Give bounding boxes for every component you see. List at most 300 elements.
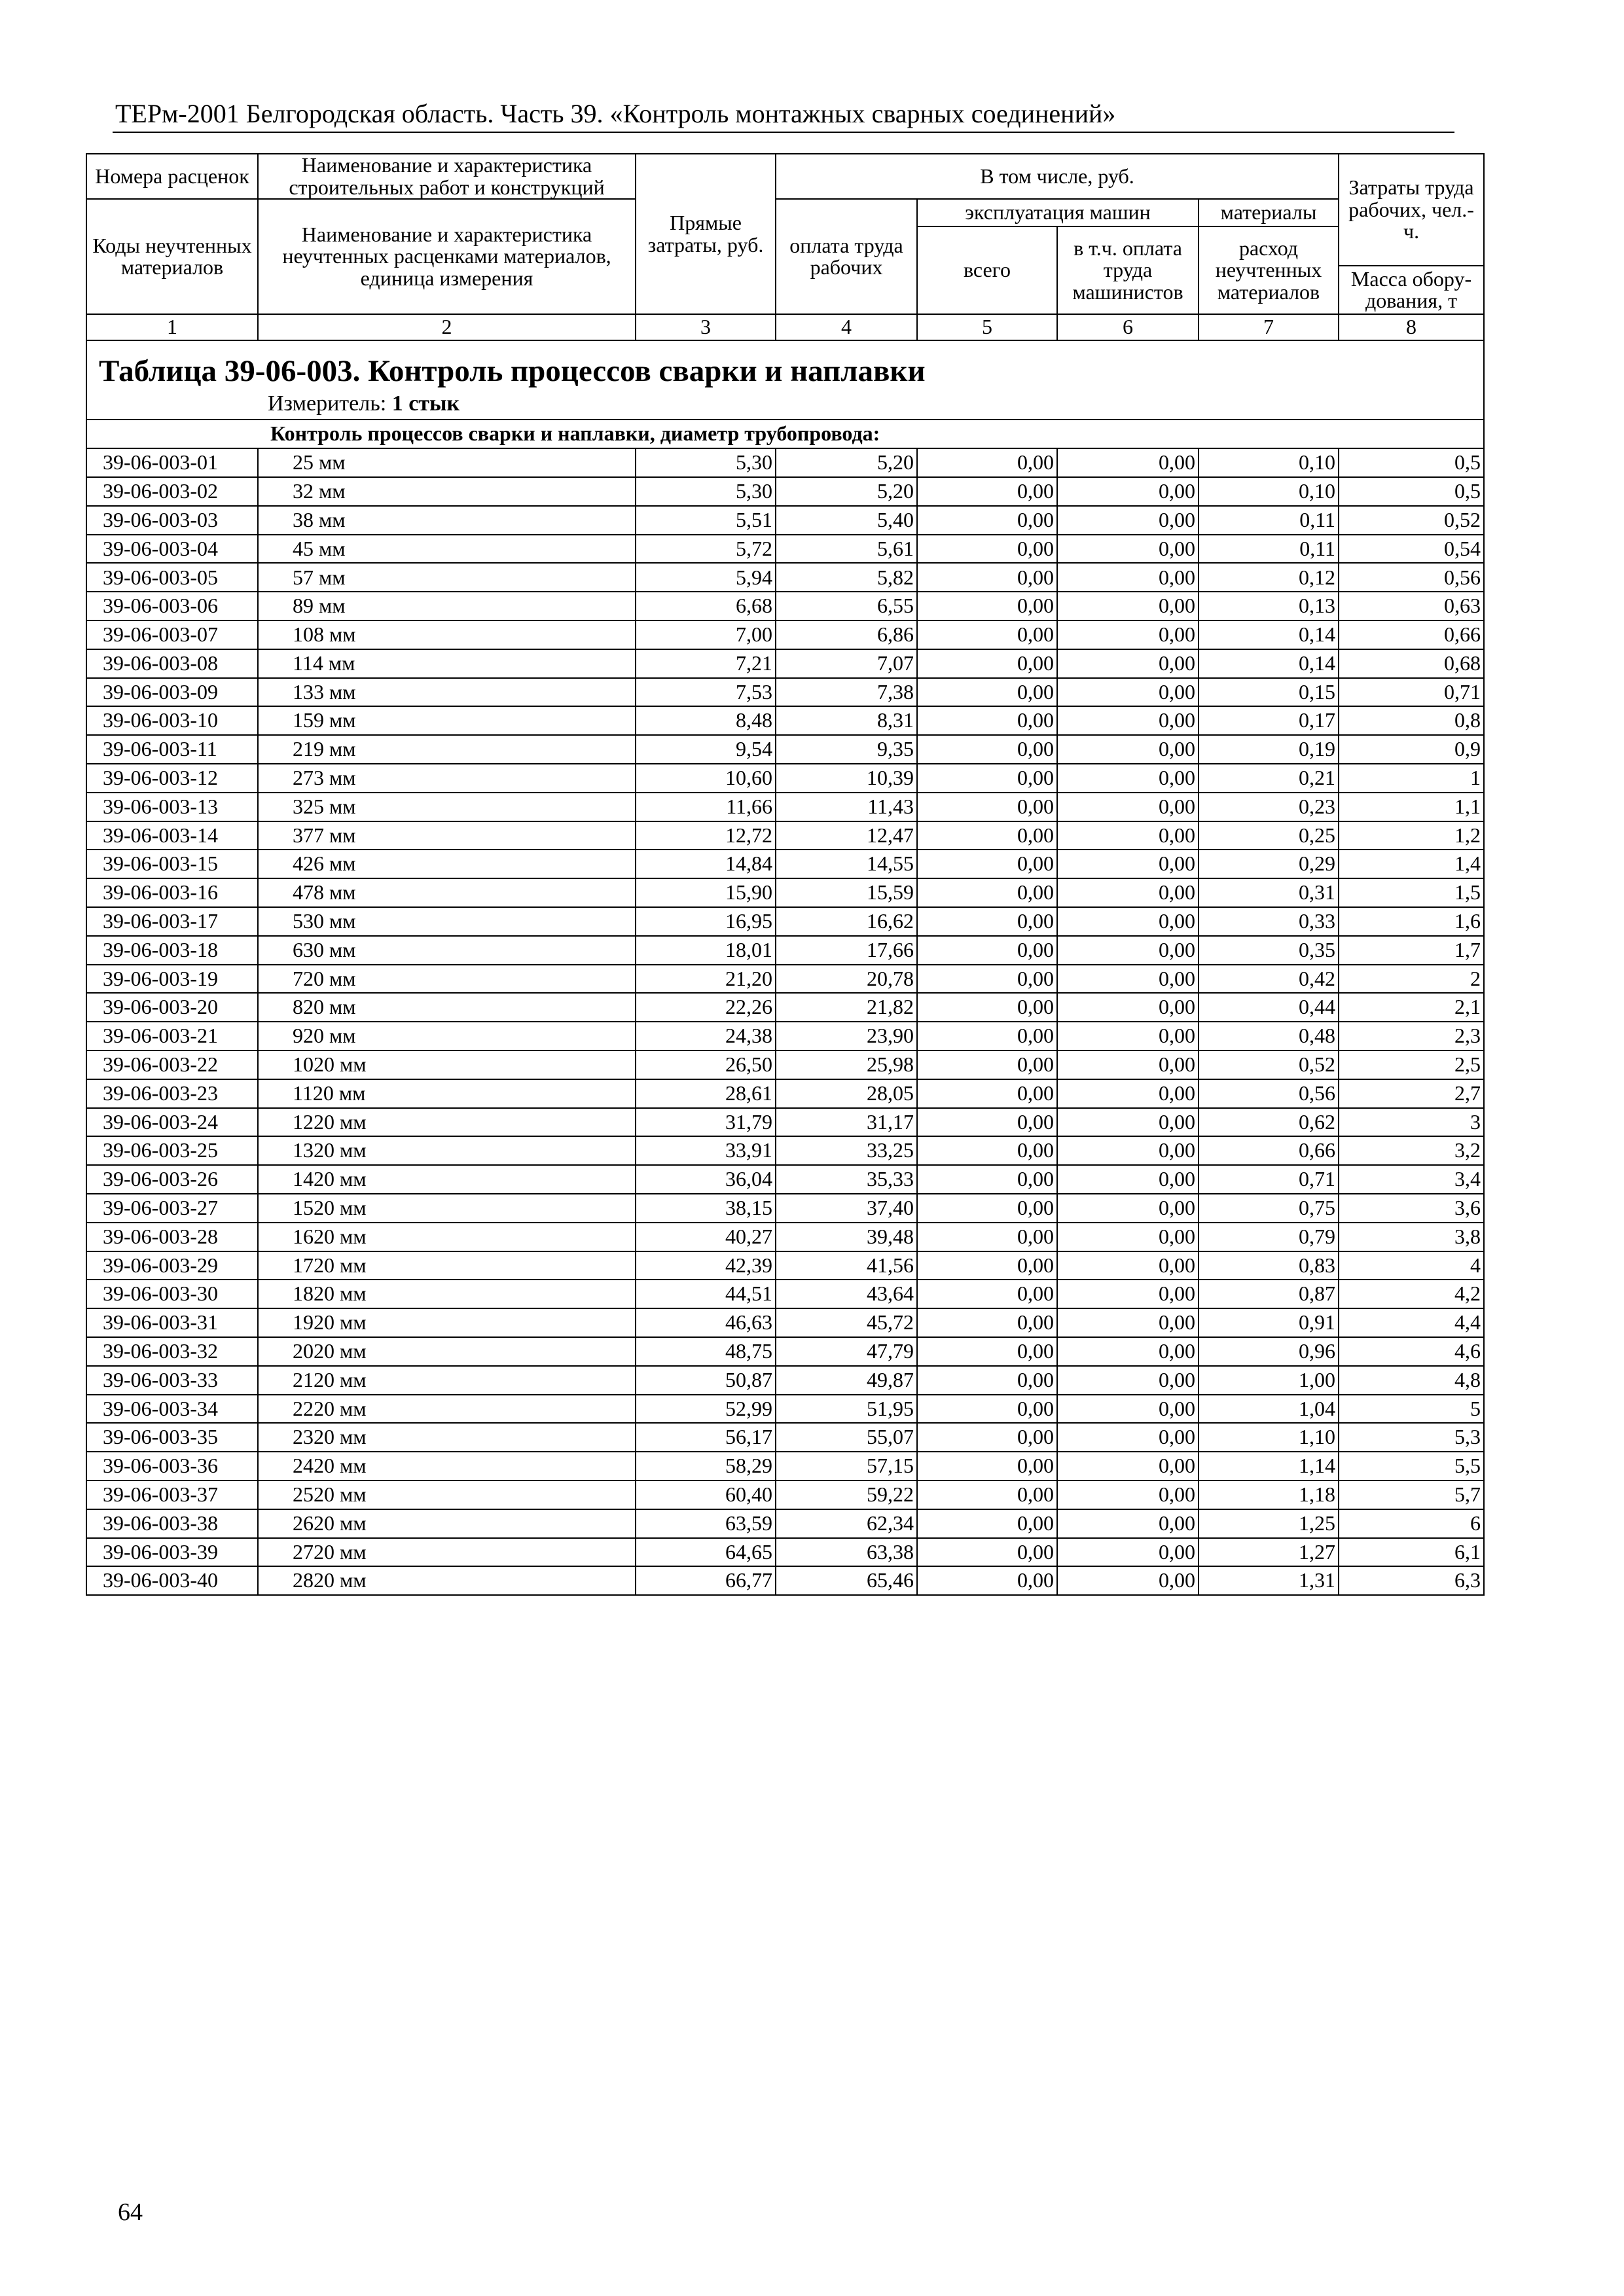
worker-wages-cell: 47,79	[776, 1337, 917, 1366]
rate-code-cell: 39-06-003-20	[86, 993, 258, 1022]
operator-wages-cell: 0,00	[1057, 821, 1199, 850]
rate-code-cell: 39-06-003-40	[86, 1566, 258, 1595]
operator-wages-cell: 0,00	[1057, 764, 1199, 793]
equipment-mass-cell: 0,63	[1339, 592, 1484, 620]
direct-costs-cell: 12,72	[636, 821, 776, 850]
operator-wages-cell: 0,00	[1057, 1022, 1199, 1050]
pipe-diameter-cell: 32 мм	[258, 477, 636, 506]
worker-wages-cell: 5,40	[776, 506, 917, 535]
direct-costs-cell: 8,48	[636, 706, 776, 735]
table-row	[86, 1251, 1484, 1280]
direct-costs-cell: 40,27	[636, 1223, 776, 1251]
machine-total-cell: 0,00	[917, 1079, 1057, 1108]
direct-costs-cell: 5,72	[636, 535, 776, 564]
labor-costs-cell: 1,25	[1199, 1509, 1339, 1538]
direct-costs-cell: 56,17	[636, 1423, 776, 1452]
header-worker-wages: оплата труда рабочих	[776, 199, 917, 314]
header-labor-costs: Затраты труда рабочих, чел.-ч.	[1339, 154, 1484, 266]
machine-total-cell: 0,00	[917, 1194, 1057, 1223]
machine-total-cell: 0,00	[917, 706, 1057, 735]
direct-costs-cell: 31,79	[636, 1108, 776, 1137]
direct-costs-cell: 28,61	[636, 1079, 776, 1108]
machine-total-cell: 0,00	[917, 735, 1057, 764]
operator-wages-cell: 0,00	[1057, 1251, 1199, 1280]
header-work-name: Наименование и характеристика строительных работ и конструкций	[258, 154, 636, 199]
direct-costs-cell: 15,90	[636, 878, 776, 907]
rate-code-cell: 39-06-003-37	[86, 1480, 258, 1509]
worker-wages-cell: 37,40	[776, 1194, 917, 1223]
labor-costs-cell: 0,79	[1199, 1223, 1339, 1251]
machine-total-cell: 0,00	[917, 1251, 1057, 1280]
pipe-diameter-cell: 426 мм	[258, 850, 636, 878]
machine-total-cell: 0,00	[917, 1022, 1057, 1050]
pipe-diameter-cell: 2220 мм	[258, 1395, 636, 1424]
table-row	[86, 1280, 1484, 1308]
equipment-mass-cell: 4,4	[1339, 1308, 1484, 1337]
measure-label: Измеритель:	[268, 391, 387, 416]
pipe-diameter-cell: 219 мм	[258, 735, 636, 764]
operator-wages-cell: 0,00	[1057, 1079, 1199, 1108]
operator-wages-cell: 0,00	[1057, 477, 1199, 506]
labor-costs-cell: 0,33	[1199, 907, 1339, 936]
equipment-mass-cell: 1,2	[1339, 821, 1484, 850]
table-row	[86, 1509, 1484, 1538]
direct-costs-cell: 42,39	[636, 1251, 776, 1280]
direct-costs-cell: 6,68	[636, 592, 776, 620]
labor-costs-cell: 0,87	[1199, 1280, 1339, 1308]
labor-costs-cell: 0,48	[1199, 1022, 1339, 1050]
direct-costs-cell: 16,95	[636, 907, 776, 936]
equipment-mass-cell: 0,52	[1339, 506, 1484, 535]
labor-costs-cell: 0,10	[1199, 477, 1339, 506]
table-row	[86, 821, 1484, 850]
machine-total-cell: 0,00	[917, 1480, 1057, 1509]
rate-code-cell: 39-06-003-32	[86, 1337, 258, 1366]
labor-costs-cell: 0,35	[1199, 936, 1339, 965]
labor-costs-cell: 1,18	[1199, 1480, 1339, 1509]
rate-code-cell: 39-06-003-13	[86, 793, 258, 821]
rate-code-cell: 39-06-003-03	[86, 506, 258, 535]
worker-wages-cell: 5,20	[776, 448, 917, 477]
pipe-diameter-cell: 1820 мм	[258, 1280, 636, 1308]
labor-costs-cell: 0,14	[1199, 620, 1339, 649]
operator-wages-cell: 0,00	[1057, 1395, 1199, 1424]
rate-code-cell: 39-06-003-30	[86, 1280, 258, 1308]
direct-costs-cell: 58,29	[636, 1452, 776, 1480]
rate-code-cell: 39-06-003-05	[86, 563, 258, 592]
labor-costs-cell: 0,31	[1199, 878, 1339, 907]
worker-wages-cell: 10,39	[776, 764, 917, 793]
labor-costs-cell: 0,75	[1199, 1194, 1339, 1223]
operator-wages-cell: 0,00	[1057, 907, 1199, 936]
operator-wages-cell: 0,00	[1057, 1280, 1199, 1308]
header-including: В том числе, руб.	[776, 154, 1339, 199]
worker-wages-cell: 45,72	[776, 1308, 917, 1337]
header-material-codes: Коды неучтенных материалов	[86, 199, 258, 314]
column-number: 6	[1057, 314, 1199, 340]
operator-wages-cell: 0,00	[1057, 965, 1199, 994]
worker-wages-cell: 15,59	[776, 878, 917, 907]
table-row	[86, 878, 1484, 907]
table-row	[86, 936, 1484, 965]
machine-total-cell: 0,00	[917, 1566, 1057, 1595]
machine-total-cell: 0,00	[917, 850, 1057, 878]
table-row	[86, 1022, 1484, 1050]
labor-costs-cell: 0,11	[1199, 535, 1339, 564]
equipment-mass-cell: 5	[1339, 1395, 1484, 1424]
table-row	[86, 764, 1484, 793]
worker-wages-cell: 16,62	[776, 907, 917, 936]
header-divider	[113, 132, 1454, 133]
rate-code-cell: 39-06-003-08	[86, 649, 258, 678]
machine-total-cell: 0,00	[917, 1308, 1057, 1337]
labor-costs-cell: 0,11	[1199, 506, 1339, 535]
operator-wages-cell: 0,00	[1057, 1194, 1199, 1223]
pipe-diameter-cell: 2720 мм	[258, 1538, 636, 1567]
header-equipment-mass: Масса обору-дования, т	[1339, 266, 1484, 314]
table-row	[86, 993, 1484, 1022]
operator-wages-cell: 0,00	[1057, 1337, 1199, 1366]
operator-wages-cell: 0,00	[1057, 563, 1199, 592]
pipe-diameter-cell: 530 мм	[258, 907, 636, 936]
equipment-mass-cell: 4	[1339, 1251, 1484, 1280]
worker-wages-cell: 20,78	[776, 965, 917, 994]
rate-code-cell: 39-06-003-19	[86, 965, 258, 994]
worker-wages-cell: 11,43	[776, 793, 917, 821]
measure-line	[87, 392, 1483, 420]
pipe-diameter-cell: 25 мм	[258, 448, 636, 477]
pipe-diameter-cell: 1520 мм	[258, 1194, 636, 1223]
operator-wages-cell: 0,00	[1057, 1566, 1199, 1595]
operator-wages-cell: 0,00	[1057, 1538, 1199, 1567]
machine-total-cell: 0,00	[917, 1452, 1057, 1480]
labor-costs-cell: 0,25	[1199, 821, 1339, 850]
worker-wages-cell: 17,66	[776, 936, 917, 965]
rate-code-cell: 39-06-003-09	[86, 678, 258, 707]
equipment-mass-cell: 2,3	[1339, 1022, 1484, 1050]
rate-code-cell: 39-06-003-22	[86, 1050, 258, 1079]
worker-wages-cell: 14,55	[776, 850, 917, 878]
machine-total-cell: 0,00	[917, 1050, 1057, 1079]
pipe-diameter-cell: 720 мм	[258, 965, 636, 994]
table-row	[86, 1395, 1484, 1424]
machine-total-cell: 0,00	[917, 506, 1057, 535]
pipe-diameter-cell: 159 мм	[258, 706, 636, 735]
header-rate-numbers: Номера расценок	[86, 154, 258, 199]
table-row	[86, 793, 1484, 821]
table-row	[86, 1136, 1484, 1165]
table-row	[86, 1079, 1484, 1108]
equipment-mass-cell: 0,56	[1339, 563, 1484, 592]
worker-wages-cell: 63,38	[776, 1538, 917, 1567]
machine-total-cell: 0,00	[917, 793, 1057, 821]
worker-wages-cell: 8,31	[776, 706, 917, 735]
pipe-diameter-cell: 273 мм	[258, 764, 636, 793]
rate-code-cell: 39-06-003-18	[86, 936, 258, 965]
equipment-mass-cell: 2,7	[1339, 1079, 1484, 1108]
labor-costs-cell: 1,04	[1199, 1395, 1339, 1424]
operator-wages-cell: 0,00	[1057, 936, 1199, 965]
pipe-diameter-cell: 1920 мм	[258, 1308, 636, 1337]
rate-code-cell: 39-06-003-15	[86, 850, 258, 878]
table-row	[86, 1194, 1484, 1223]
direct-costs-cell: 10,60	[636, 764, 776, 793]
table-row	[86, 1480, 1484, 1509]
column-number: 8	[1339, 314, 1484, 340]
operator-wages-cell: 0,00	[1057, 448, 1199, 477]
equipment-mass-cell: 4,6	[1339, 1337, 1484, 1366]
machine-total-cell: 0,00	[917, 993, 1057, 1022]
equipment-mass-cell: 6,3	[1339, 1566, 1484, 1595]
table-row	[86, 850, 1484, 878]
direct-costs-cell: 38,15	[636, 1194, 776, 1223]
table-row	[86, 1050, 1484, 1079]
labor-costs-cell: 0,17	[1199, 706, 1339, 735]
table-row	[86, 1566, 1484, 1595]
equipment-mass-cell: 5,3	[1339, 1423, 1484, 1452]
column-number: 2	[258, 314, 636, 340]
header-operator-wages: в т.ч. оплата труда машинистов	[1057, 226, 1199, 314]
table-row	[86, 649, 1484, 678]
table-body	[86, 448, 1484, 1595]
pipe-diameter-cell: 478 мм	[258, 878, 636, 907]
rate-code-cell: 39-06-003-02	[86, 477, 258, 506]
rate-code-cell: 39-06-003-21	[86, 1022, 258, 1050]
rate-code-cell: 39-06-003-28	[86, 1223, 258, 1251]
page-header-title: ТЕРм-2001 Белгородская область. Часть 39. «Контроль монтажных сварных соединений»	[115, 99, 1116, 128]
operator-wages-cell: 0,00	[1057, 1452, 1199, 1480]
pipe-diameter-cell: 325 мм	[258, 793, 636, 821]
direct-costs-cell: 21,20	[636, 965, 776, 994]
labor-costs-cell: 0,19	[1199, 735, 1339, 764]
rate-code-cell: 39-06-003-12	[86, 764, 258, 793]
operator-wages-cell: 0,00	[1057, 735, 1199, 764]
direct-costs-cell: 5,30	[636, 477, 776, 506]
direct-costs-cell: 18,01	[636, 936, 776, 965]
machine-total-cell: 0,00	[917, 965, 1057, 994]
table-row	[86, 1423, 1484, 1452]
direct-costs-cell: 66,77	[636, 1566, 776, 1595]
worker-wages-cell: 31,17	[776, 1108, 917, 1137]
pipe-diameter-cell: 1620 мм	[258, 1223, 636, 1251]
operator-wages-cell: 0,00	[1057, 1308, 1199, 1337]
table-row	[86, 1452, 1484, 1480]
equipment-mass-cell: 2,1	[1339, 993, 1484, 1022]
table-row	[86, 563, 1484, 592]
rate-code-cell: 39-06-003-07	[86, 620, 258, 649]
pipe-diameter-cell: 2020 мм	[258, 1337, 636, 1366]
equipment-mass-cell: 3,4	[1339, 1165, 1484, 1194]
worker-wages-cell: 55,07	[776, 1423, 917, 1452]
direct-costs-cell: 24,38	[636, 1022, 776, 1050]
rate-code-cell: 39-06-003-14	[86, 821, 258, 850]
table-row	[86, 678, 1484, 707]
table-row	[86, 592, 1484, 620]
machine-total-cell: 0,00	[917, 1280, 1057, 1308]
machine-total-cell: 0,00	[917, 678, 1057, 707]
worker-wages-cell: 39,48	[776, 1223, 917, 1251]
rate-code-cell: 39-06-003-23	[86, 1079, 258, 1108]
pipe-diameter-cell: 920 мм	[258, 1022, 636, 1050]
pipe-diameter-cell: 1320 мм	[258, 1136, 636, 1165]
operator-wages-cell: 0,00	[1057, 1423, 1199, 1452]
table-row	[86, 477, 1484, 506]
table-row	[86, 448, 1484, 477]
equipment-mass-cell: 6	[1339, 1509, 1484, 1538]
direct-costs-cell: 7,00	[636, 620, 776, 649]
machine-total-cell: 0,00	[917, 535, 1057, 564]
worker-wages-cell: 12,47	[776, 821, 917, 850]
equipment-mass-cell: 1,4	[1339, 850, 1484, 878]
pipe-diameter-cell: 2420 мм	[258, 1452, 636, 1480]
direct-costs-cell: 5,94	[636, 563, 776, 592]
rates-table	[86, 153, 1485, 1596]
operator-wages-cell: 0,00	[1057, 1108, 1199, 1137]
pipe-diameter-cell: 1020 мм	[258, 1050, 636, 1079]
column-number: 3	[636, 314, 776, 340]
pipe-diameter-cell: 2320 мм	[258, 1423, 636, 1452]
header-machine-operation: эксплуатация машин	[917, 199, 1199, 226]
table-row	[86, 620, 1484, 649]
equipment-mass-cell: 2,5	[1339, 1050, 1484, 1079]
equipment-mass-cell: 0,71	[1339, 678, 1484, 707]
pipe-diameter-cell: 2620 мм	[258, 1509, 636, 1538]
equipment-mass-cell: 4,8	[1339, 1366, 1484, 1395]
header-total: всего	[917, 226, 1057, 314]
rate-code-cell: 39-06-003-25	[86, 1136, 258, 1165]
equipment-mass-cell: 0,5	[1339, 448, 1484, 477]
labor-costs-cell: 0,23	[1199, 793, 1339, 821]
section-subtitle: Контроль процессов сварки и наплавки, диаметр трубопровода:	[86, 420, 1484, 448]
table-row	[86, 1165, 1484, 1194]
pipe-diameter-cell: 2820 мм	[258, 1566, 636, 1595]
rate-code-cell: 39-06-003-17	[86, 907, 258, 936]
equipment-mass-cell: 0,5	[1339, 477, 1484, 506]
worker-wages-cell: 5,82	[776, 563, 917, 592]
table-title: Таблица 39-06-003. Контроль процессов сварки и наплавки	[99, 354, 926, 389]
table-section	[86, 340, 1484, 448]
worker-wages-cell: 6,55	[776, 592, 917, 620]
machine-total-cell: 0,00	[917, 1337, 1057, 1366]
rate-code-cell: 39-06-003-34	[86, 1395, 258, 1424]
direct-costs-cell: 36,04	[636, 1165, 776, 1194]
operator-wages-cell: 0,00	[1057, 535, 1199, 564]
pipe-diameter-cell: 1420 мм	[258, 1165, 636, 1194]
equipment-mass-cell: 5,7	[1339, 1480, 1484, 1509]
direct-costs-cell: 63,59	[636, 1509, 776, 1538]
worker-wages-cell: 23,90	[776, 1022, 917, 1050]
table-row	[86, 1337, 1484, 1366]
worker-wages-cell: 59,22	[776, 1480, 917, 1509]
labor-costs-cell: 0,56	[1199, 1079, 1339, 1108]
pipe-diameter-cell: 377 мм	[258, 821, 636, 850]
machine-total-cell: 0,00	[917, 936, 1057, 965]
worker-wages-cell: 5,61	[776, 535, 917, 564]
equipment-mass-cell: 0,68	[1339, 649, 1484, 678]
table-row	[86, 1366, 1484, 1395]
operator-wages-cell: 0,00	[1057, 1509, 1199, 1538]
header-unaccounted-materials: расход неучтенных материалов	[1199, 226, 1339, 314]
labor-costs-cell: 0,52	[1199, 1050, 1339, 1079]
operator-wages-cell: 0,00	[1057, 850, 1199, 878]
operator-wages-cell: 0,00	[1057, 1136, 1199, 1165]
worker-wages-cell: 28,05	[776, 1079, 917, 1108]
header-material-names: Наименование и характеристика неучтенных расценками материалов, единица измерения	[258, 199, 636, 314]
column-number: 7	[1199, 314, 1339, 340]
pipe-diameter-cell: 1720 мм	[258, 1251, 636, 1280]
equipment-mass-cell: 3,2	[1339, 1136, 1484, 1165]
labor-costs-cell: 0,15	[1199, 678, 1339, 707]
rate-code-cell: 39-06-003-26	[86, 1165, 258, 1194]
labor-costs-cell: 0,10	[1199, 448, 1339, 477]
column-number: 5	[917, 314, 1057, 340]
column-number-row	[86, 314, 1484, 340]
worker-wages-cell: 51,95	[776, 1395, 917, 1424]
worker-wages-cell: 7,07	[776, 649, 917, 678]
rate-code-cell: 39-06-003-38	[86, 1509, 258, 1538]
pipe-diameter-cell: 2120 мм	[258, 1366, 636, 1395]
worker-wages-cell: 21,82	[776, 993, 917, 1022]
labor-costs-cell: 0,66	[1199, 1136, 1339, 1165]
worker-wages-cell: 65,46	[776, 1566, 917, 1595]
operator-wages-cell: 0,00	[1057, 1050, 1199, 1079]
equipment-mass-cell: 0,54	[1339, 535, 1484, 564]
machine-total-cell: 0,00	[917, 1108, 1057, 1137]
machine-total-cell: 0,00	[917, 649, 1057, 678]
machine-total-cell: 0,00	[917, 448, 1057, 477]
rate-code-cell: 39-06-003-11	[86, 735, 258, 764]
direct-costs-cell: 14,84	[636, 850, 776, 878]
equipment-mass-cell: 1	[1339, 764, 1484, 793]
equipment-mass-cell: 4,2	[1339, 1280, 1484, 1308]
operator-wages-cell: 0,00	[1057, 506, 1199, 535]
operator-wages-cell: 0,00	[1057, 1223, 1199, 1251]
direct-costs-cell: 5,51	[636, 506, 776, 535]
machine-total-cell: 0,00	[917, 1509, 1057, 1538]
table-row	[86, 1108, 1484, 1137]
rate-code-cell: 39-06-003-33	[86, 1366, 258, 1395]
pipe-diameter-cell: 133 мм	[258, 678, 636, 707]
table-row	[86, 735, 1484, 764]
direct-costs-cell: 50,87	[636, 1366, 776, 1395]
table-row	[86, 1538, 1484, 1567]
labor-costs-cell: 0,44	[1199, 993, 1339, 1022]
rate-code-cell: 39-06-003-04	[86, 535, 258, 564]
pipe-diameter-cell: 114 мм	[258, 649, 636, 678]
direct-costs-cell: 52,99	[636, 1395, 776, 1424]
equipment-mass-cell: 1,1	[1339, 793, 1484, 821]
worker-wages-cell: 9,35	[776, 735, 917, 764]
labor-costs-cell: 0,14	[1199, 649, 1339, 678]
operator-wages-cell: 0,00	[1057, 620, 1199, 649]
direct-costs-cell: 33,91	[636, 1136, 776, 1165]
labor-costs-cell: 0,29	[1199, 850, 1339, 878]
machine-total-cell: 0,00	[917, 477, 1057, 506]
labor-costs-cell: 1,27	[1199, 1538, 1339, 1567]
equipment-mass-cell: 6,1	[1339, 1538, 1484, 1567]
equipment-mass-cell: 3,6	[1339, 1194, 1484, 1223]
rate-code-cell: 39-06-003-01	[86, 448, 258, 477]
labor-costs-cell: 0,42	[1199, 965, 1339, 994]
column-number: 4	[776, 314, 917, 340]
direct-costs-cell: 11,66	[636, 793, 776, 821]
table-header	[86, 154, 1484, 340]
operator-wages-cell: 0,00	[1057, 649, 1199, 678]
pipe-diameter-cell: 108 мм	[258, 620, 636, 649]
equipment-mass-cell: 0,9	[1339, 735, 1484, 764]
header-materials: материалы	[1199, 199, 1339, 226]
rate-code-cell: 39-06-003-35	[86, 1423, 258, 1452]
